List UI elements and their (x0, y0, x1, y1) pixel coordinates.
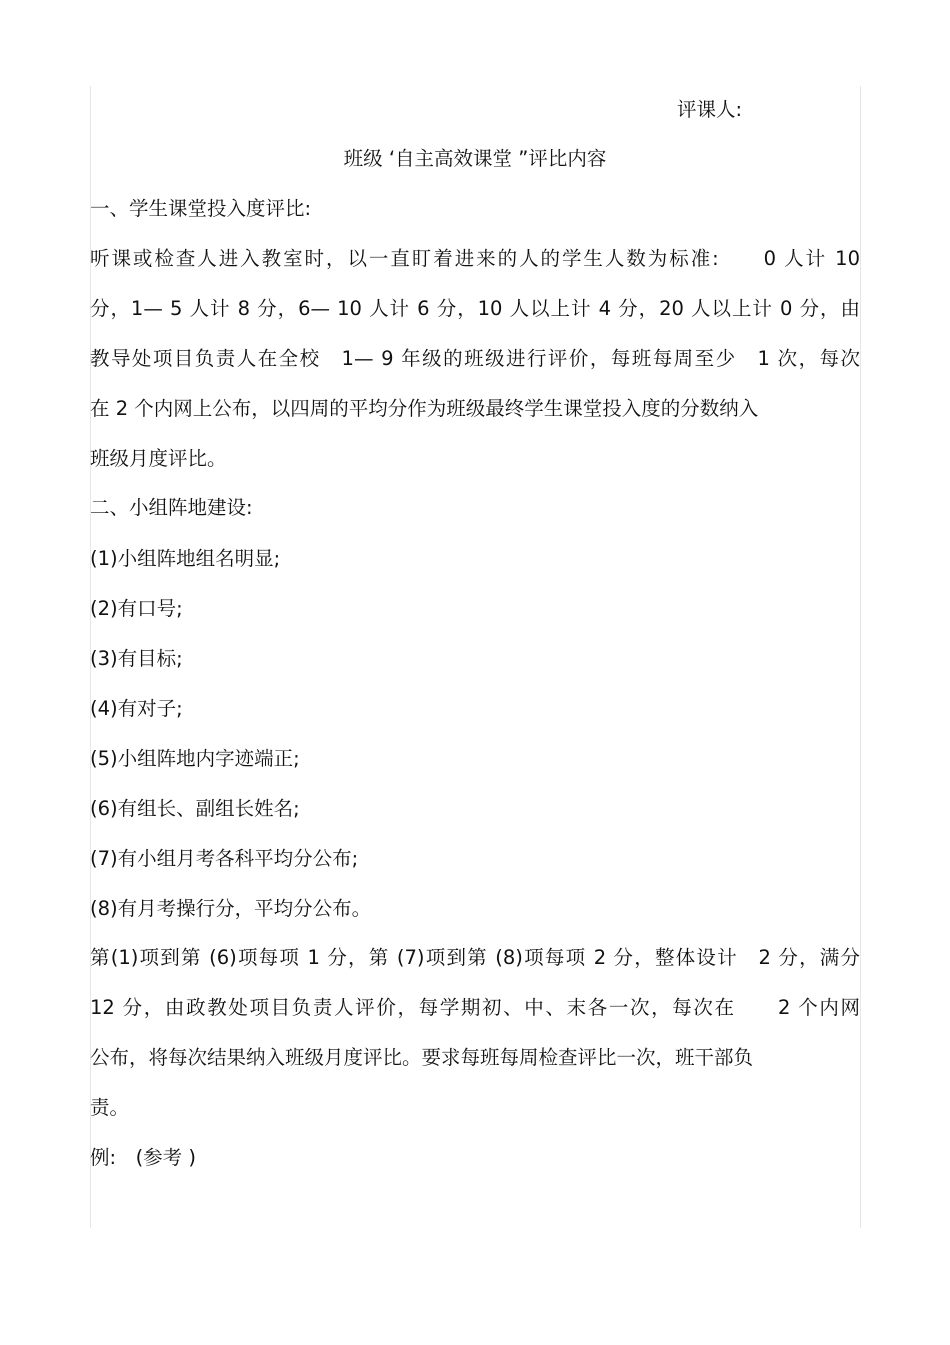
section2-item: (3)有目标; (90, 647, 183, 670)
section2-heading: 二、小组阵地建设: (90, 496, 253, 519)
section2-item: (5)小组阵地内字迹端正; (90, 747, 300, 770)
section2-item: (4)有对子; (90, 697, 183, 720)
example-label: 例: (参考 ) (90, 1146, 196, 1169)
section2-item: (7)有小组月考各科平均分公布; (90, 847, 359, 870)
section1-line: 分，1— 5 人计 8 分，6— 10 人计 6 分，10 人以上计 4 分，20 人以上计 0 分，由 (90, 297, 860, 320)
section2-item: (8)有月考操行分，平均分公布。 (90, 897, 372, 920)
page-border-right (860, 86, 861, 1228)
section2-item: (6)有组长、副组长姓名; (90, 797, 300, 820)
scoring-line: 12 分，由政教处项目负责人评价，每学期初、中、末各一次，每次在 2 个内网 (90, 996, 860, 1019)
scoring-line: 第(1)项到第 (6)项每项 1 分，第 (7)项到第 (8)项每项 2 分，整体设计 2 分，满分 (90, 946, 860, 969)
section1-line: 听课或检查人进入教室时，以一直盯着进来的人的学生人数为标准: 0 人计 10 (90, 247, 860, 270)
section1-line: 教导处项目负责人在全校 1— 9 年级的班级进行评价，每班每周至少 1 次，每次 (90, 347, 860, 370)
section2-item: (1)小组阵地组名明显; (90, 547, 281, 570)
section1-line: 在 2 个内网上公布，以四周的平均分作为班级最终学生课堂投入度的分数纳入 (90, 397, 759, 420)
section2-item: (2)有口号; (90, 597, 183, 620)
document-title: 班级 ‘自主高效课堂 ”评比内容 (343, 147, 607, 170)
scoring-line: 责。 (90, 1096, 130, 1119)
section1-heading: 一、学生课堂投入度评比: (90, 197, 312, 220)
section1-line: 班级月度评比。 (90, 447, 227, 470)
reviewer-label: 评课人: (677, 98, 743, 121)
scoring-line: 公布，将每次结果纳入班级月度评比。要求每班每周检查评比一次，班干部负 (90, 1046, 754, 1069)
